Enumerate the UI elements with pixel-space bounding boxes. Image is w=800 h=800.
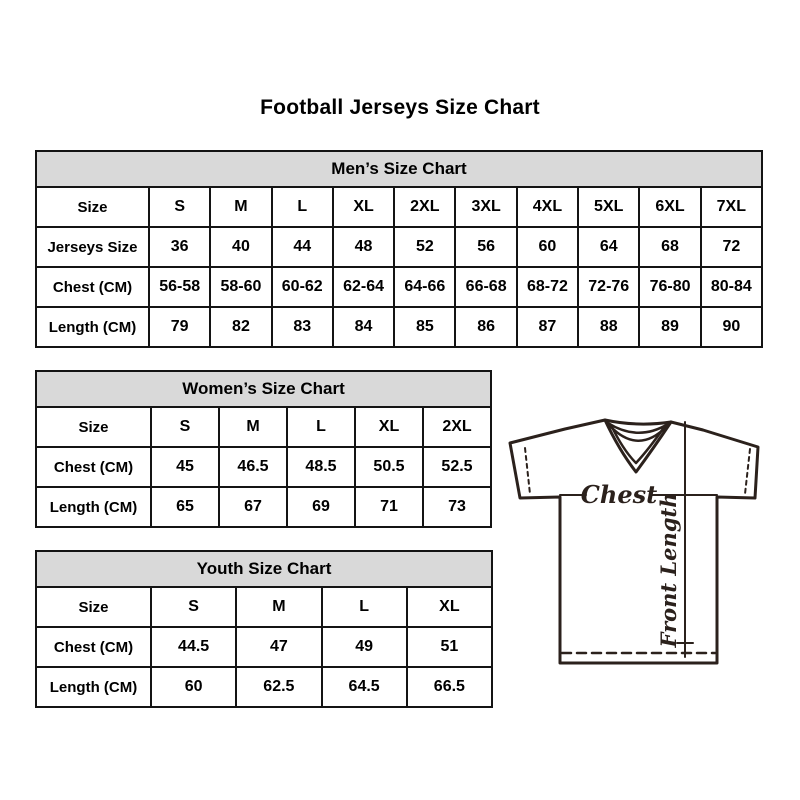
table-row	[36, 227, 762, 267]
size-cell: 6XL	[639, 187, 700, 227]
table-row	[36, 307, 762, 347]
right-cuff-dashed-icon	[745, 449, 750, 494]
value-cell: 76-80	[639, 267, 700, 307]
youth-table-title: Youth Size Chart	[36, 551, 492, 587]
row-label-size: Size	[36, 187, 149, 227]
size-cell: XL	[333, 187, 394, 227]
value-cell: 58-60	[210, 267, 271, 307]
value-cell: 67	[219, 487, 287, 527]
size-cell: XL	[355, 407, 423, 447]
size-cell: S	[151, 587, 236, 627]
size-cell: M	[236, 587, 321, 627]
value-cell: 87	[517, 307, 578, 347]
value-cell: 46.5	[219, 447, 287, 487]
value-cell: 83	[272, 307, 333, 347]
value-cell: 56-58	[149, 267, 210, 307]
value-cell: 68-72	[517, 267, 578, 307]
value-cell: 65	[151, 487, 219, 527]
jersey-measurement-diagram-icon	[500, 410, 765, 668]
value-cell: 80-84	[701, 267, 762, 307]
value-cell: 68	[639, 227, 700, 267]
value-cell: 49	[322, 627, 407, 667]
left-cuff-dashed-icon	[525, 448, 530, 494]
value-cell: 64.5	[322, 667, 407, 707]
size-cell: L	[287, 407, 355, 447]
size-cell: 2XL	[423, 407, 491, 447]
size-cell: 7XL	[701, 187, 762, 227]
value-cell: 82	[210, 307, 271, 347]
value-cell: 36	[149, 227, 210, 267]
value-cell: 84	[333, 307, 394, 347]
size-cell: M	[210, 187, 271, 227]
value-cell: 48	[333, 227, 394, 267]
page-title: Football Jerseys Size Chart	[260, 96, 540, 119]
value-cell: 44	[272, 227, 333, 267]
jersey-outline-icon	[510, 420, 758, 663]
value-cell: 48.5	[287, 447, 355, 487]
value-cell: 90	[701, 307, 762, 347]
row-label-size: Size	[36, 407, 151, 447]
size-cell: 3XL	[455, 187, 516, 227]
value-cell: 50.5	[355, 447, 423, 487]
value-cell: 62-64	[333, 267, 394, 307]
value-cell: 47	[236, 627, 321, 667]
row-label-jerseys-size: Jerseys Size	[36, 227, 149, 267]
size-cell: XL	[407, 587, 492, 627]
value-cell: 72-76	[578, 267, 639, 307]
table-row	[36, 627, 492, 667]
youth-table	[35, 550, 493, 708]
womens-size-table	[35, 370, 492, 528]
size-cell: 2XL	[394, 187, 455, 227]
size-cell: L	[272, 187, 333, 227]
table-row	[36, 187, 762, 227]
table-row	[36, 667, 492, 707]
mens-table-title: Men’s Size Chart	[36, 151, 762, 187]
value-cell: 56	[455, 227, 516, 267]
size-cell: 5XL	[578, 187, 639, 227]
size-cell: 4XL	[517, 187, 578, 227]
size-cell: M	[219, 407, 287, 447]
row-label-chest: Chest (CM)	[36, 627, 151, 667]
value-cell: 52	[394, 227, 455, 267]
row-label-length: Length (CM)	[36, 487, 151, 527]
size-cell: S	[151, 407, 219, 447]
value-cell: 45	[151, 447, 219, 487]
table-row	[36, 587, 492, 627]
value-cell: 44.5	[151, 627, 236, 667]
value-cell: 62.5	[236, 667, 321, 707]
table-row	[36, 447, 491, 487]
value-cell: 69	[287, 487, 355, 527]
row-label-chest: Chest (CM)	[36, 447, 151, 487]
value-cell: 88	[578, 307, 639, 347]
value-cell: 64	[578, 227, 639, 267]
value-cell: 79	[149, 307, 210, 347]
youth-size-table	[35, 550, 493, 708]
mens-size-table	[35, 150, 763, 348]
value-cell: 86	[455, 307, 516, 347]
value-cell: 40	[210, 227, 271, 267]
value-cell: 72	[701, 227, 762, 267]
value-cell: 73	[423, 487, 491, 527]
chest-label: Chest	[580, 480, 658, 509]
value-cell: 66.5	[407, 667, 492, 707]
table-row	[36, 487, 491, 527]
value-cell: 66-68	[455, 267, 516, 307]
womens-table	[35, 370, 492, 528]
row-label-length: Length (CM)	[36, 307, 149, 347]
value-cell: 89	[639, 307, 700, 347]
front-length-label: Front Length	[656, 492, 681, 648]
size-cell: S	[149, 187, 210, 227]
mens-table	[35, 150, 763, 348]
womens-table-title: Women’s Size Chart	[36, 371, 491, 407]
value-cell: 64-66	[394, 267, 455, 307]
row-label-chest: Chest (CM)	[36, 267, 149, 307]
row-label-size: Size	[36, 587, 151, 627]
value-cell: 60	[151, 667, 236, 707]
row-label-length: Length (CM)	[36, 667, 151, 707]
value-cell: 71	[355, 487, 423, 527]
table-row	[36, 407, 491, 447]
value-cell: 60	[517, 227, 578, 267]
table-row	[36, 267, 762, 307]
value-cell: 52.5	[423, 447, 491, 487]
value-cell: 85	[394, 307, 455, 347]
value-cell: 51	[407, 627, 492, 667]
size-cell: L	[322, 587, 407, 627]
value-cell: 60-62	[272, 267, 333, 307]
